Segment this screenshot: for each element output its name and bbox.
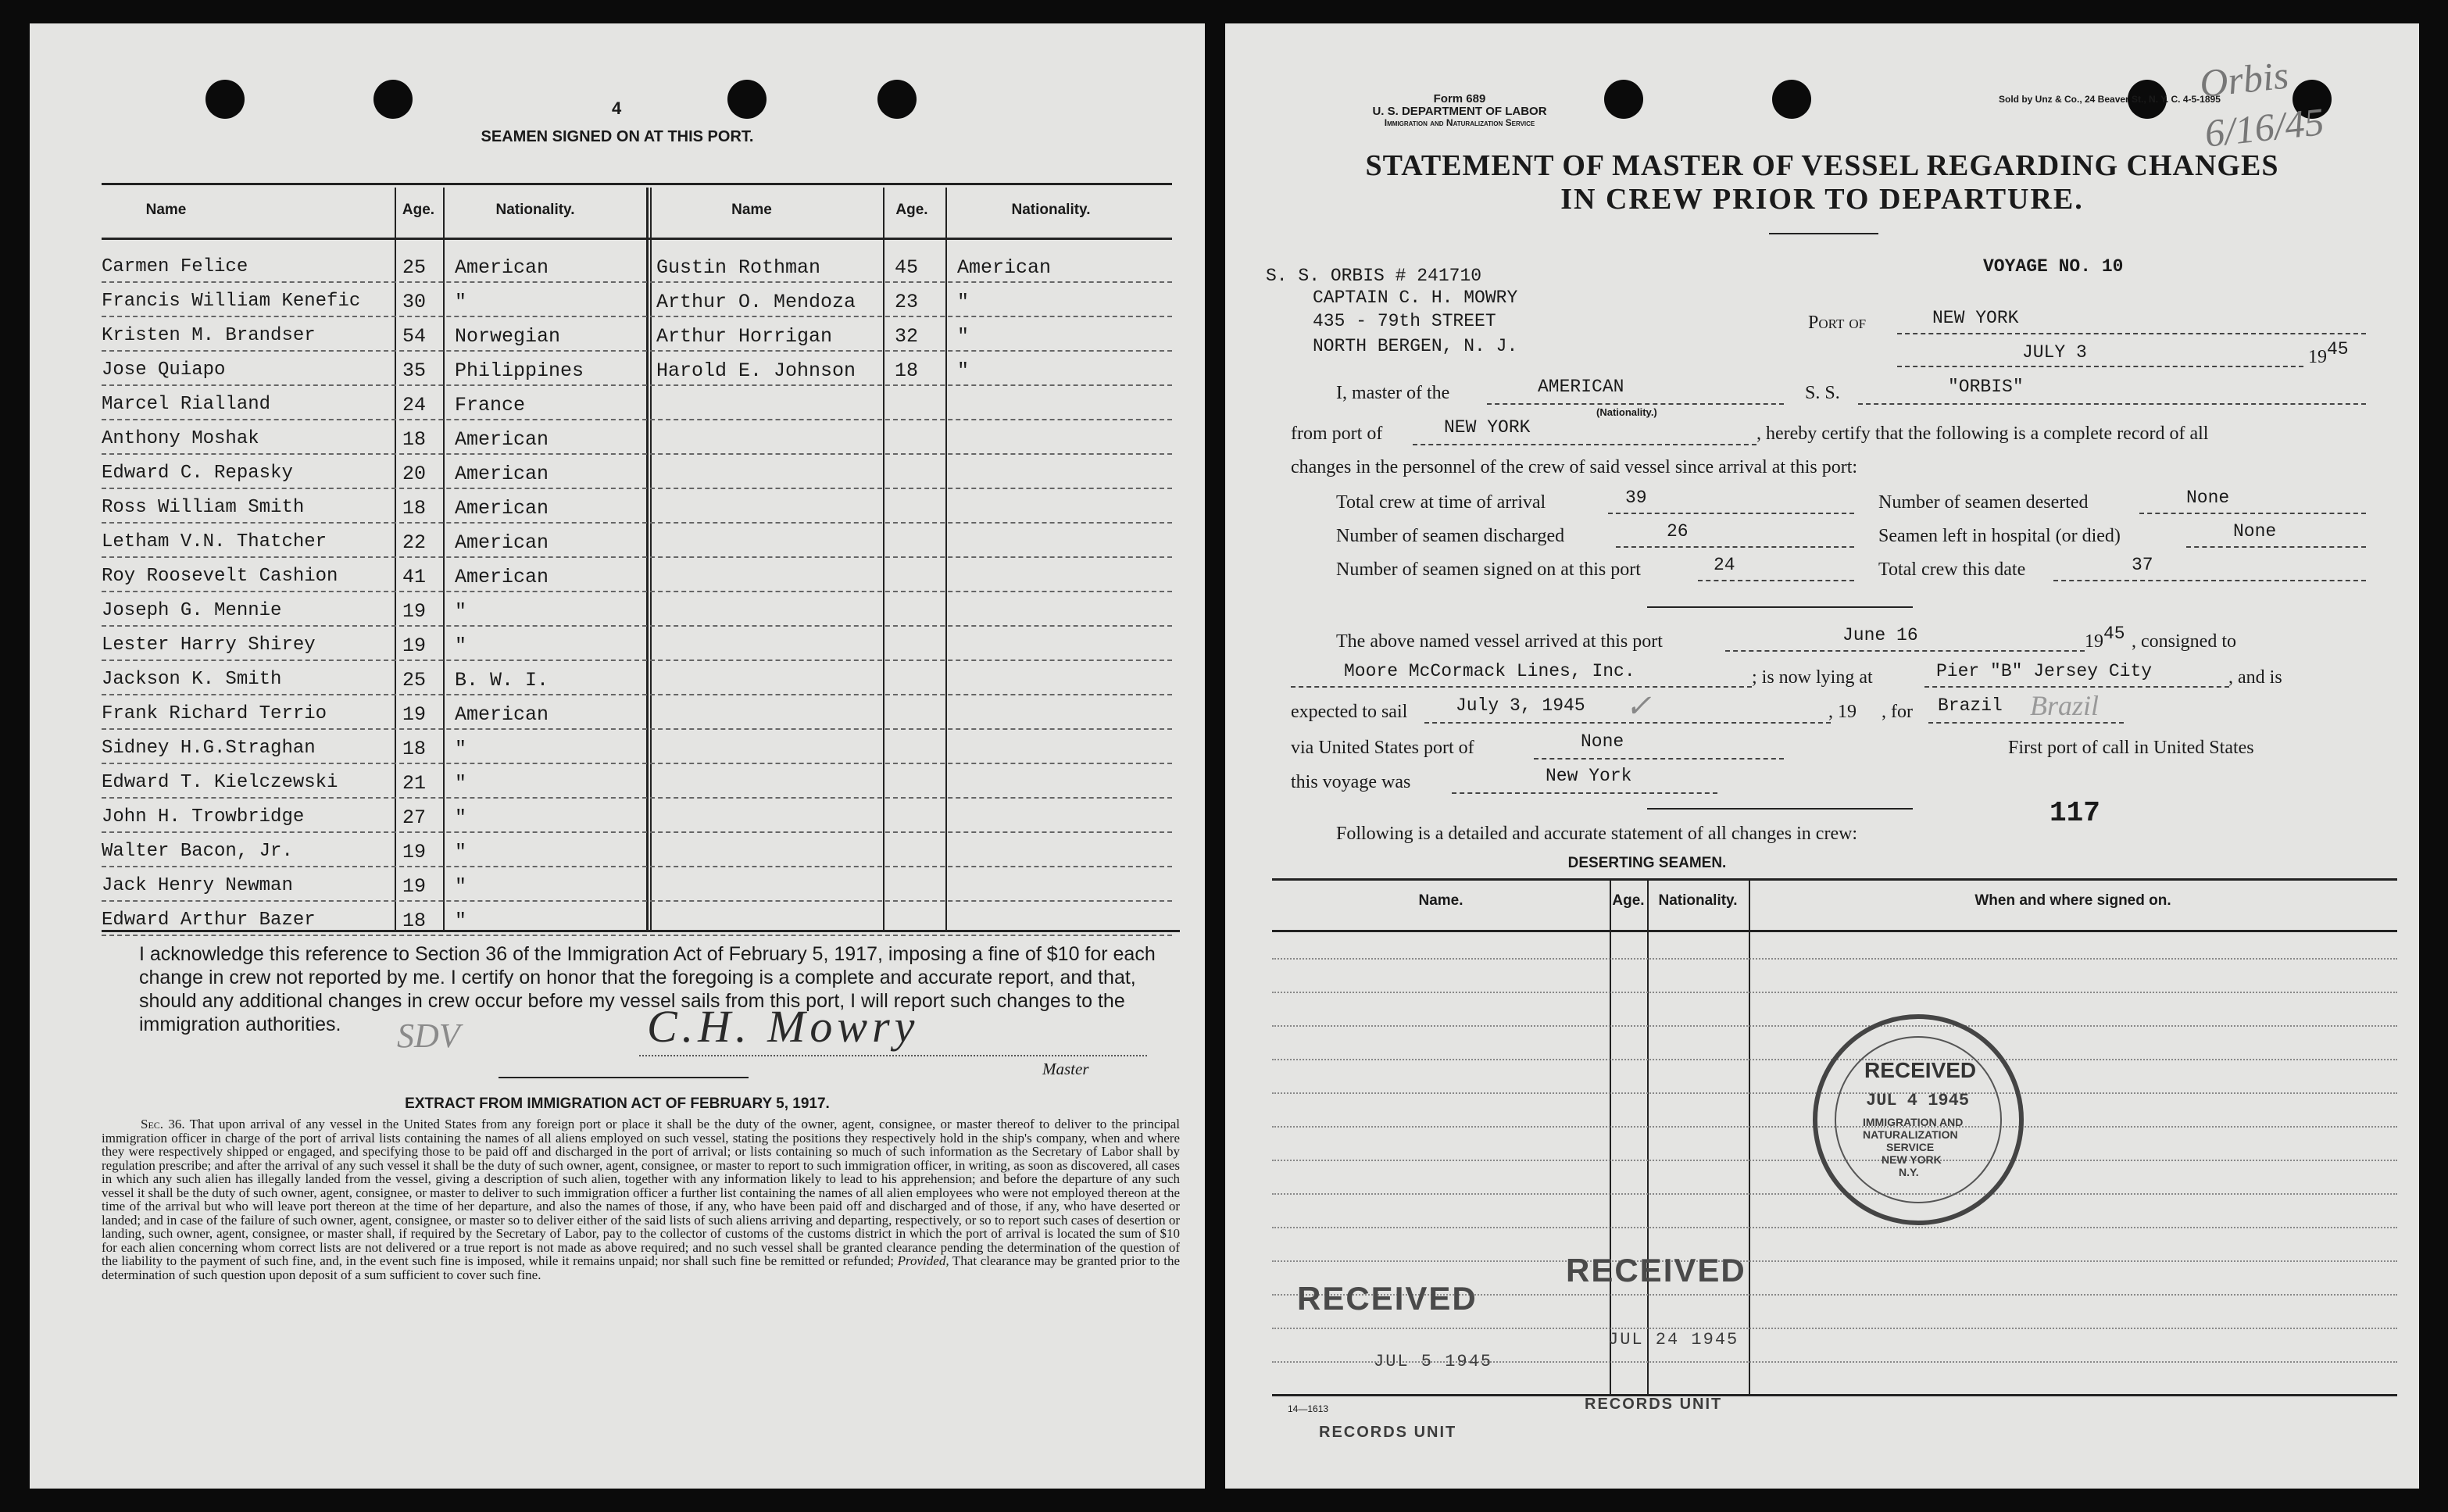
crew-nationality: Norwegian	[455, 325, 561, 348]
col-nationality-header: Nationality.	[495, 202, 575, 218]
crew-nationality: "	[455, 600, 467, 623]
col-divider	[1610, 878, 1611, 1394]
crew-age: 19	[402, 841, 427, 863]
fill-line	[2053, 580, 2366, 581]
table-bottom-rule	[102, 930, 1180, 932]
table-row	[102, 627, 1172, 661]
crew-nationality: American	[455, 256, 549, 279]
punch-hole	[877, 80, 917, 119]
table-row	[102, 558, 1172, 592]
hospital-value: None	[2233, 521, 2277, 542]
crew-name-2: Arthur O. Mendoza	[656, 291, 856, 313]
extract-proviso: Provided,	[897, 1253, 949, 1268]
table-row	[102, 352, 1172, 386]
records-unit-stamp-1: RECORDS UNIT	[1319, 1424, 1457, 1441]
port-label: Port of	[1808, 313, 1867, 333]
table-row	[102, 833, 1172, 867]
table-header-rule	[102, 238, 1172, 240]
service: Immigration and Naturalization Service	[1384, 117, 1535, 128]
ss-label: S. S.	[1805, 383, 1840, 403]
discharged-value: 26	[1667, 521, 1689, 542]
short-rule	[499, 1077, 749, 1078]
crew-name: Ross William Smith	[102, 497, 305, 518]
crew-name: Edward C. Repasky	[102, 463, 293, 484]
deserting-row-rule	[1272, 1193, 2397, 1195]
crew-nationality-2: American	[957, 256, 1052, 279]
round-date-stamp	[1813, 1014, 2024, 1225]
section-rule	[1647, 808, 1913, 810]
crew-age: 18	[402, 738, 427, 760]
row-rule	[102, 935, 1172, 936]
crew-age: 19	[402, 634, 427, 657]
crew-nationality: "	[455, 841, 467, 863]
consigned-label: , consigned to	[2132, 631, 2236, 652]
round-stamp-line4: NEW YORK	[1882, 1153, 1942, 1166]
for-label: , for	[1882, 702, 1913, 722]
crew-nationality: American	[455, 497, 549, 520]
crew-name: Joseph G. Mennie	[102, 600, 282, 621]
crew-nationality: "	[455, 291, 467, 313]
fill-line	[1928, 722, 2124, 724]
punch-hole	[373, 80, 413, 119]
consignee: Moore McCormack Lines, Inc.	[1344, 661, 1635, 681]
lying-at: Pier "B" Jersey City	[1936, 661, 2153, 681]
crew-name: Marcel Rialland	[102, 394, 271, 415]
fill-line	[1698, 580, 1854, 581]
from-port-label: from port of	[1291, 424, 1383, 444]
crew-name: Edward T. Kielczewski	[102, 772, 338, 793]
record-number: 117	[2050, 797, 2100, 829]
port-value: NEW YORK	[1932, 308, 2019, 328]
fill-line	[1608, 513, 1854, 514]
extract-body	[102, 1117, 1180, 1281]
date-fill-line	[1897, 366, 2303, 367]
discharged-label: Number of seamen discharged	[1336, 526, 1565, 546]
lying-label: ; is now lying at	[1752, 667, 1873, 688]
arrived-label: The above named vessel arrived at this port	[1336, 631, 1663, 652]
vessel-id: S. S. ORBIS # 241710	[1266, 266, 1482, 286]
received-stamp-2-date: JUL 24 1945	[1608, 1330, 1739, 1349]
table-row	[102, 455, 1172, 489]
changes-text: changes in the personnel of the crew of said vessel since arrival at this port:	[1291, 457, 1858, 477]
master-signature: C.H. Mowry	[647, 1001, 920, 1052]
hospital-label: Seamen left in hospital (or died)	[1878, 526, 2121, 546]
received-stamp-2: RECEIVED	[1566, 1252, 1746, 1289]
year-blank: , 19	[1828, 702, 1857, 722]
deserting-row-rule	[1272, 1260, 2397, 1262]
destination: Brazil	[1938, 695, 2003, 716]
crew-nationality: American	[455, 703, 549, 726]
signed-on-value: 24	[1714, 555, 1735, 575]
round-stamp-line1: IMMIGRATION AND	[1863, 1116, 1964, 1128]
arrived-date: June 16	[1842, 625, 1918, 645]
from-port-value: NEW YORK	[1444, 417, 1531, 438]
crew-age: 19	[402, 703, 427, 726]
crew-name-2: Gustin Rothman	[656, 256, 821, 279]
crew-name-2: Harold E. Johnson	[656, 359, 856, 382]
ship-name: "ORBIS"	[1948, 377, 2024, 397]
crew-age: 41	[402, 566, 427, 588]
received-stamp-1-date: JUL 5 1945	[1374, 1352, 1493, 1371]
fill-line	[1424, 722, 1831, 724]
via-label: via United States port of	[1291, 738, 1474, 758]
crew-age: 18	[402, 428, 427, 451]
via-port: None	[1581, 731, 1624, 752]
nationality-value: AMERICAN	[1538, 377, 1624, 397]
table-row	[102, 317, 1172, 352]
expected-label: expected to sail	[1291, 702, 1408, 722]
crew-name: Walter Bacon, Jr.	[102, 841, 293, 862]
crew-age: 18	[402, 910, 427, 932]
signature-caption: Master	[1042, 1060, 1089, 1078]
nationality-fill-line	[1487, 403, 1784, 405]
form-title-line1: STATEMENT OF MASTER OF VESSEL REGARDING CHANGES	[1365, 149, 2279, 182]
deserting-row-rule	[1272, 1328, 2397, 1329]
crew-nationality-2: "	[957, 325, 970, 348]
captain-name: CAPTAIN C. H. MOWRY	[1313, 288, 1518, 308]
deserting-row-rule	[1272, 992, 2397, 993]
deserting-col-age: Age.	[1612, 892, 1645, 909]
crew-age: 25	[402, 256, 427, 279]
check-mark: ✓	[1625, 688, 1652, 724]
arrived-year: 45	[2103, 624, 2125, 644]
address-line-1: 435 - 79th STREET	[1313, 311, 1496, 331]
col-divider	[1749, 878, 1750, 1394]
crew-nationality: American	[455, 566, 549, 588]
nationality-caption: (Nationality.)	[1596, 406, 1657, 418]
crew-name: Jack Henry Newman	[102, 875, 293, 896]
punch-hole	[205, 80, 245, 119]
crew-name: Anthony Moshak	[102, 428, 259, 449]
left-page	[30, 23, 1205, 1489]
crew-name: Kristen M. Brandser	[102, 325, 316, 346]
table-row	[102, 524, 1172, 558]
deserting-row-rule	[1272, 1227, 2397, 1228]
department: U. S. DEPARTMENT OF LABOR	[1372, 105, 1547, 118]
crew-age-2: 32	[895, 325, 919, 348]
crew-nationality: American	[455, 463, 549, 485]
crew-name: Letham V.N. Thatcher	[102, 531, 327, 552]
table-row	[102, 867, 1172, 902]
crew-age-2: 45	[895, 256, 919, 279]
arrived-year-prefix: 19	[2085, 631, 2103, 652]
crew-nationality: American	[455, 428, 549, 451]
crew-name: Roy Roosevelt Cashion	[102, 566, 338, 587]
total-crew-arrival-label: Total crew at time of arrival	[1336, 492, 1546, 513]
form-title-line2: IN CREW PRIOR TO DEPARTURE.	[1560, 183, 2084, 216]
crew-nationality: "	[455, 738, 467, 760]
crew-name: Jackson K. Smith	[102, 669, 282, 690]
master-of-label: I, master of the	[1336, 383, 1450, 403]
crew-name: Edward Arthur Bazer	[102, 910, 316, 931]
destination-handwritten: Brazil	[2030, 690, 2100, 721]
crew-age: 24	[402, 394, 427, 416]
col-age-header-2: Age.	[895, 202, 928, 218]
crew-name: Lester Harry Shirey	[102, 634, 316, 656]
col-name-header-2: Name	[731, 202, 772, 218]
deserting-col-name: Name.	[1418, 892, 1463, 909]
year-value: 45	[2327, 339, 2349, 359]
table-row	[102, 386, 1172, 420]
col-name-header: Name	[145, 202, 187, 218]
table-row	[102, 661, 1172, 695]
crew-age: 30	[402, 291, 427, 313]
deserting-heading: DESERTING SEAMEN.	[1567, 855, 1727, 871]
crew-nationality: "	[455, 806, 467, 829]
crew-name: Francis William Kenefic	[102, 291, 361, 312]
title-rule	[1769, 233, 1878, 234]
crew-age: 25	[402, 669, 427, 692]
extract-title: EXTRACT FROM IMMIGRATION ACT OF FEBRUARY 5, 1917.	[405, 1096, 830, 1112]
from-port-fill-line	[1413, 444, 1756, 445]
signed-on-heading: SEAMEN SIGNED ON AT THIS PORT.	[481, 128, 754, 145]
crew-nationality: France	[455, 394, 526, 416]
crew-nationality-2: "	[957, 291, 970, 313]
crew-age: 19	[402, 875, 427, 898]
round-stamp-line3: SERVICE	[1886, 1141, 1935, 1153]
form-number: Form 689	[1433, 92, 1486, 105]
col-nationality-header-2: Nationality.	[1011, 202, 1091, 218]
deserted-value: None	[2186, 488, 2230, 508]
deserting-table-top	[1272, 878, 2397, 881]
first-port-value: New York	[1546, 766, 1632, 786]
crew-age: 19	[402, 600, 427, 623]
extract-section: Sec. 36.	[141, 1117, 185, 1131]
crew-age: 54	[402, 325, 427, 348]
deserting-col-nationality: Nationality.	[1658, 892, 1738, 909]
col-age-header: Age.	[402, 202, 435, 218]
col-divider	[1647, 878, 1649, 1394]
crew-name: Jose Quiapo	[102, 359, 226, 381]
punch-hole	[1772, 80, 1811, 119]
ship-fill-line	[1858, 403, 2366, 405]
crew-age: 18	[402, 497, 427, 520]
crew-nationality: B. W. I.	[455, 669, 549, 692]
round-stamp-line5: N.Y.	[1899, 1166, 1919, 1178]
table-row	[102, 764, 1172, 799]
table-row	[102, 695, 1172, 730]
table-top-rule	[102, 183, 1172, 185]
fill-line	[1725, 650, 2085, 652]
deserting-row-rule	[1272, 1025, 2397, 1027]
section-rule	[1647, 606, 1913, 608]
received-stamp-1: RECEIVED	[1297, 1280, 1478, 1317]
right-page	[1225, 23, 2419, 1489]
records-unit-stamp-2: RECORDS UNIT	[1585, 1396, 1723, 1413]
fill-line	[1616, 546, 1854, 548]
deserting-col-when-where: When and where signed on.	[1974, 892, 2171, 909]
page-number: 4	[612, 98, 622, 118]
round-stamp-line2: NATURALIZATION	[1863, 1128, 1958, 1141]
and-is-label: , and is	[2228, 667, 2282, 688]
crew-name-2: Arthur Horrigan	[656, 325, 833, 348]
table-row	[102, 420, 1172, 455]
crew-nationality: "	[455, 875, 467, 898]
fill-line	[1534, 758, 1784, 760]
deserting-table-bottom	[1272, 1394, 2397, 1396]
expected-date: July 3, 1945	[1456, 695, 1585, 716]
punch-hole	[1604, 80, 1643, 119]
handwritten-initials: SDV	[397, 1017, 460, 1055]
date-value: JULY 3	[2022, 342, 2087, 363]
round-stamp-received: RECEIVED	[1864, 1058, 1977, 1082]
seller-imprint: Sold by Unz & Co., 24 Beaver St., N. Y. C. 4-5-1895	[1999, 94, 2221, 105]
voyage-number: VOYAGE NO. 10	[1983, 256, 2124, 277]
crew-name: John H. Trowbridge	[102, 806, 305, 827]
handwritten-note: Orbis 6/16/45	[2197, 52, 2326, 155]
crew-age-2: 18	[895, 359, 919, 382]
table-row	[102, 592, 1172, 627]
signed-on-label: Number of seamen signed on at this port	[1336, 559, 1641, 580]
fill-line	[2139, 513, 2366, 514]
table-row	[102, 730, 1172, 764]
round-stamp-date: JUL 4 1945	[1866, 1091, 1970, 1110]
crew-age: 35	[402, 359, 427, 382]
total-crew-date-label: Total crew this date	[1878, 559, 2026, 580]
table-row	[102, 489, 1172, 524]
deserting-row-rule	[1272, 958, 2397, 960]
crew-nationality: "	[455, 634, 467, 657]
punch-hole	[727, 80, 767, 119]
crew-nationality: "	[455, 910, 467, 932]
crew-age: 20	[402, 463, 427, 485]
this-voyage-label: this voyage was	[1291, 772, 1411, 792]
crew-name: Carmen Felice	[102, 256, 248, 277]
fill-line	[1452, 792, 1717, 794]
extract-tail: That clearance may be granted prior to the determination of such question upon deposit of a sum sufficient to cover such fine.	[102, 1253, 1180, 1282]
table-row	[102, 799, 1172, 833]
port-fill-line	[1897, 333, 2366, 334]
crew-age: 22	[402, 531, 427, 554]
address-line-2: NORTH BERGEN, N. J.	[1313, 336, 1518, 356]
crew-age: 21	[402, 772, 427, 795]
signature-line	[639, 1055, 1147, 1056]
fill-line	[1924, 686, 2229, 688]
table-row	[102, 248, 1172, 283]
crew-name: Sidney H.G.Straghan	[102, 738, 316, 759]
year-prefix: 19	[2308, 347, 2327, 367]
crew-age-2: 23	[895, 291, 919, 313]
crew-nationality-2: "	[957, 359, 970, 382]
extract-text: That upon arrival of any vessel in the United States from any foreign port or place it shall be the duty of the owner, agent, consignee, or master thereof to deliver to the principal immigration officer in charge of the port of arrival lists containing the names of all aliens employed on such vessel, stating the positions they respectively hold in the ship's company, when and where they were respectively shipped or engaged, and specifying those to be paid off and discharged in the port of arrival; or lists containing so much of such information as the Secretary of Labor shall by regulation prescribe; and after the arrival of any such vessel it shall be the duty of such owner, agent, consignee, or master to report to such immigration officer, in writing, as soon as discovered, all cases in which any such alien has illegally landed from the vessel, giving a description of such alien, together with any information likely to lead to his apprehension; and before the departure of any such vessel it shall be the duty of such owner, agent, consignee, or master to deliver to such immigration officer a further list containing the names of all alien employees who were not employed thereon at the time of the arrival but who will leave port thereon at the time of her departure, and also the names of those, if any, who have been paid off and discharged and of those, if any, who have deserted or landed; and in case of the failure of such owner, agent, consignee, or master so to deliver either of the said lists of such aliens arriving and departing, respectively, or so to report such cases of desertion or landing, such owner, agent, consignee, or master shall, if required by the Secretary of Labor, pay to the collector of customs of the customs district in which the port of arrival is located the sum of $10 for each alien concerning whom correct lists are not delivered or a true report is not made as above required; and no such vessel shall be granted clearance pending the determination of the question of the liability to the payment of such fine, and, in the event such fine is imposed, while it remains unpaid; nor shall such fine be remitted or refunded;	[102, 1117, 1180, 1268]
first-port-label: First port of call in United States	[2008, 738, 2254, 758]
certification-text: I acknowledge this reference to Section 36 of the Immigration Act of February 5, 1917, imposing a fine of $10 for each change in crew not reported by me. I certify on honor that the foregoing is a complete and accurate report, and that, should any additional changes in crew occur before my vessel sails from this port, I will report such changes to the immigration authorities.	[139, 943, 1156, 1035]
certify-text: , hereby certify that the following is a complete record of all	[1756, 424, 2209, 444]
crew-nationality: Philippines	[455, 359, 584, 382]
fill-line	[1291, 686, 1752, 688]
total-crew-arrival-value: 39	[1625, 488, 1647, 508]
table-row	[102, 283, 1172, 317]
form-code: 14—1613	[1288, 1403, 1329, 1414]
crew-age: 27	[402, 806, 427, 829]
crew-name: Frank Richard Terrio	[102, 703, 327, 724]
deserted-label: Number of seamen deserted	[1878, 492, 2089, 513]
total-crew-date-value: 37	[2132, 555, 2153, 575]
deserting-table-header-rule	[1272, 930, 2397, 932]
crew-nationality: American	[455, 531, 549, 554]
following-text: Following is a detailed and accurate statement of all changes in crew:	[1336, 824, 1858, 844]
fill-line	[2186, 546, 2366, 548]
crew-nationality: "	[455, 772, 467, 795]
